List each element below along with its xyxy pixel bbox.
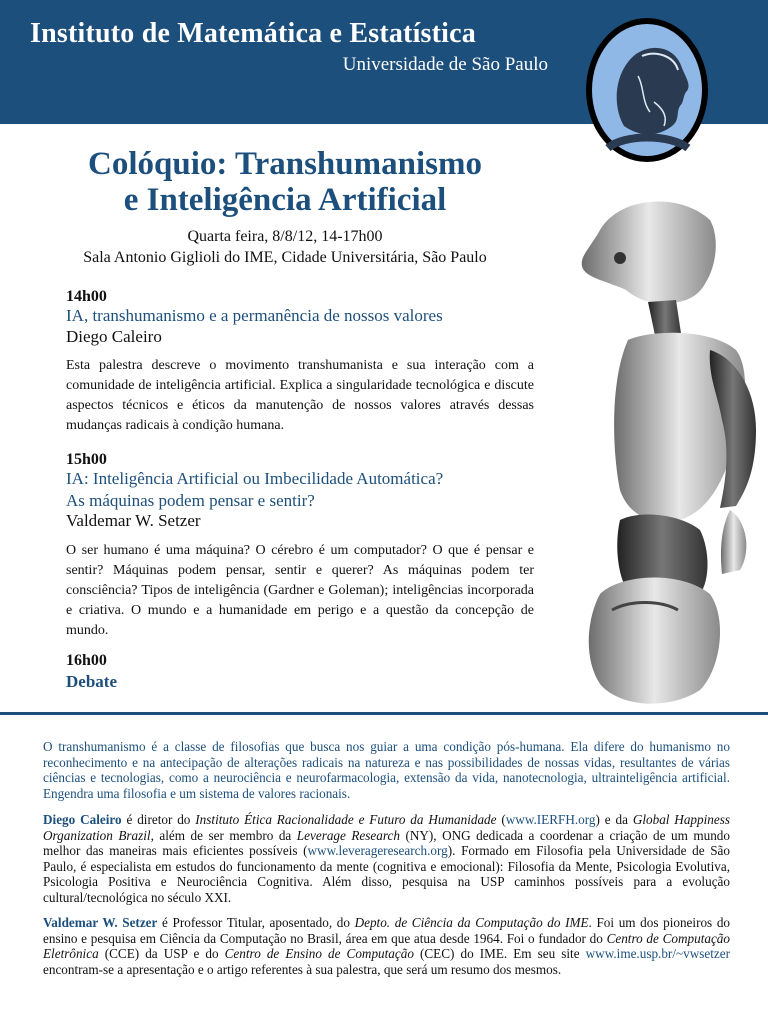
- event-location: Sala Antonio Giglioli do IME, Cidade Universitária, São Paulo: [83, 249, 487, 266]
- bio-1-text-1: é diretor do: [121, 812, 196, 827]
- bio-2-text-1: é Professor Titular, aposentado, do: [157, 915, 355, 930]
- university-name: Universidade de São Paulo: [342, 54, 548, 75]
- ierfh-link[interactable]: www.IERFH.org: [505, 812, 596, 827]
- event-when-where: [0, 226, 570, 268]
- bio-1-text-6: ). Formado em Filosofia pela Universidade de São Paulo, é especialista em estudos do funcionamento da mente (cognitiva e emocional): Filosofia da Mente, Psicologia Evolutiva, Psicologia Positiva e Neurociência Cognitiva. Além disso, pesquisa na USP caminhos possíveis para a evolução cultural/tecnológica no século XXI.: [43, 843, 730, 905]
- bio-2-text-3: (CCE) da USP e do: [98, 946, 225, 962]
- bio-1-italic-3: Leverage Research: [296, 827, 400, 843]
- title-line-1: Colóquio: Transhumanismo: [88, 146, 482, 182]
- talk-2-abstract: O ser humano é uma máquina? O cérebro é um computador? O que é pensar e sentir? Máquinas podem pensar, sentir e querer? As máquinas podem ter consciência? Tipos de inteligência (Gardner e Goleman); inteligências incorporada e criativa. O mundo e a humanidade em perigo e a questão da concepção de mundo.: [66, 543, 534, 638]
- event-date: Quarta feira, 8/8/12, 14-17h00: [187, 228, 383, 245]
- transhumanism-description: O transhumanismo é a classe de filosofias que busca nos guiar a uma condição pós-humana. Ela difere do humanismo no reconhecimento e na antecipação de alterações radicais na natureza e nas possibilidades de nossas vidas, resultantes de várias ciências e tecnologias, como a neurociência e neurofarmacologia, extensão da vida, nanotecnologia, ultrainteligência artificial. Engendra uma filosofia e um sistema de valores racionais.: [43, 739, 730, 801]
- bio-1-name: Diego Caleiro: [43, 812, 122, 827]
- bio-1-italic-2: Global Happiness Organization Brazil: [43, 812, 730, 843]
- bio-2-text-5: encontram-se a apresentação e o artigo referentes à sua palestra, que será um resumo dos mesmos.: [43, 961, 562, 977]
- talk-2-time: 15h00: [66, 451, 107, 468]
- bio-2-name: Valdemar W. Setzer: [43, 915, 158, 930]
- title-line-2: e Inteligência Artificial: [123, 182, 447, 218]
- bio-2-text-4: (CEC) do IME. Em seu site: [413, 946, 586, 962]
- bio-2-italic-2: Centro de Computação Eletrônica: [43, 930, 730, 962]
- bio-1-text-5: (NY), ONG dedicada a coordenar a criação de um mundo melhor das maneiras mais eficientes possíveis (: [43, 827, 730, 859]
- talk-3-time: 16h00: [66, 652, 107, 669]
- bio-2-italic-3: Centro de Ensino de Computação: [224, 946, 414, 962]
- talk-2-title-line-1: IA: Inteligência Artificial ou Imbecilidade Automática?: [66, 469, 444, 488]
- setzer-site-link[interactable]: www.ime.usp.br/~vwsetzer: [585, 946, 730, 962]
- leverage-research-link[interactable]: www.leverageresearch.org: [307, 843, 448, 859]
- bio-diego-caleiro: [43, 812, 730, 906]
- talk-1-abstract: Esta palestra descreve o movimento transhumanista e sua interação com a comunidade de inteligência artificial. Explica a singularidade tecnológica e discute aspectos técnicos e éticos da manutenção de nossos valores através dessas mudanças radicais à condição humana.: [66, 358, 534, 433]
- section-divider: [0, 712, 768, 715]
- bio-1-text-3: ) e da: [595, 812, 633, 827]
- bio-1-italic-1: Instituto Ética Racionalidade e Futuro da Humanidade: [195, 812, 497, 827]
- talk-2-title-line-2: As máquinas podem pensar e sentir?: [66, 491, 315, 510]
- talk-3-title: Debate: [66, 672, 117, 691]
- humanoid-robot-illustration: [560, 190, 768, 712]
- bio-valdemar-setzer: [43, 915, 730, 977]
- ime-logo-euclid-portrait: [584, 16, 710, 164]
- bio-1-text-2: (: [496, 812, 506, 827]
- institute-name: Instituto de Matemática e Estatística: [30, 18, 476, 49]
- bio-2-text-2: . Foi um dos pioneiros do ensino e pesquisa em Ciência da Computação no Brasil, área em que atua desde 1964. Foi o fundador do: [43, 915, 731, 946]
- bio-1-text-4: , além de ser membro da: [150, 827, 297, 843]
- talk-1-title: IA, transhumanismo e a permanência de nossos valores: [66, 306, 443, 325]
- bio-2-italic-1: Depto. de Ciência da Computação do IME: [354, 915, 589, 930]
- colloquium-title: [0, 146, 570, 218]
- talk-1-speaker: Diego Caleiro: [66, 327, 162, 346]
- talk-2-speaker: Valdemar W. Setzer: [66, 511, 201, 530]
- talk-1-time: 14h00: [66, 288, 107, 305]
